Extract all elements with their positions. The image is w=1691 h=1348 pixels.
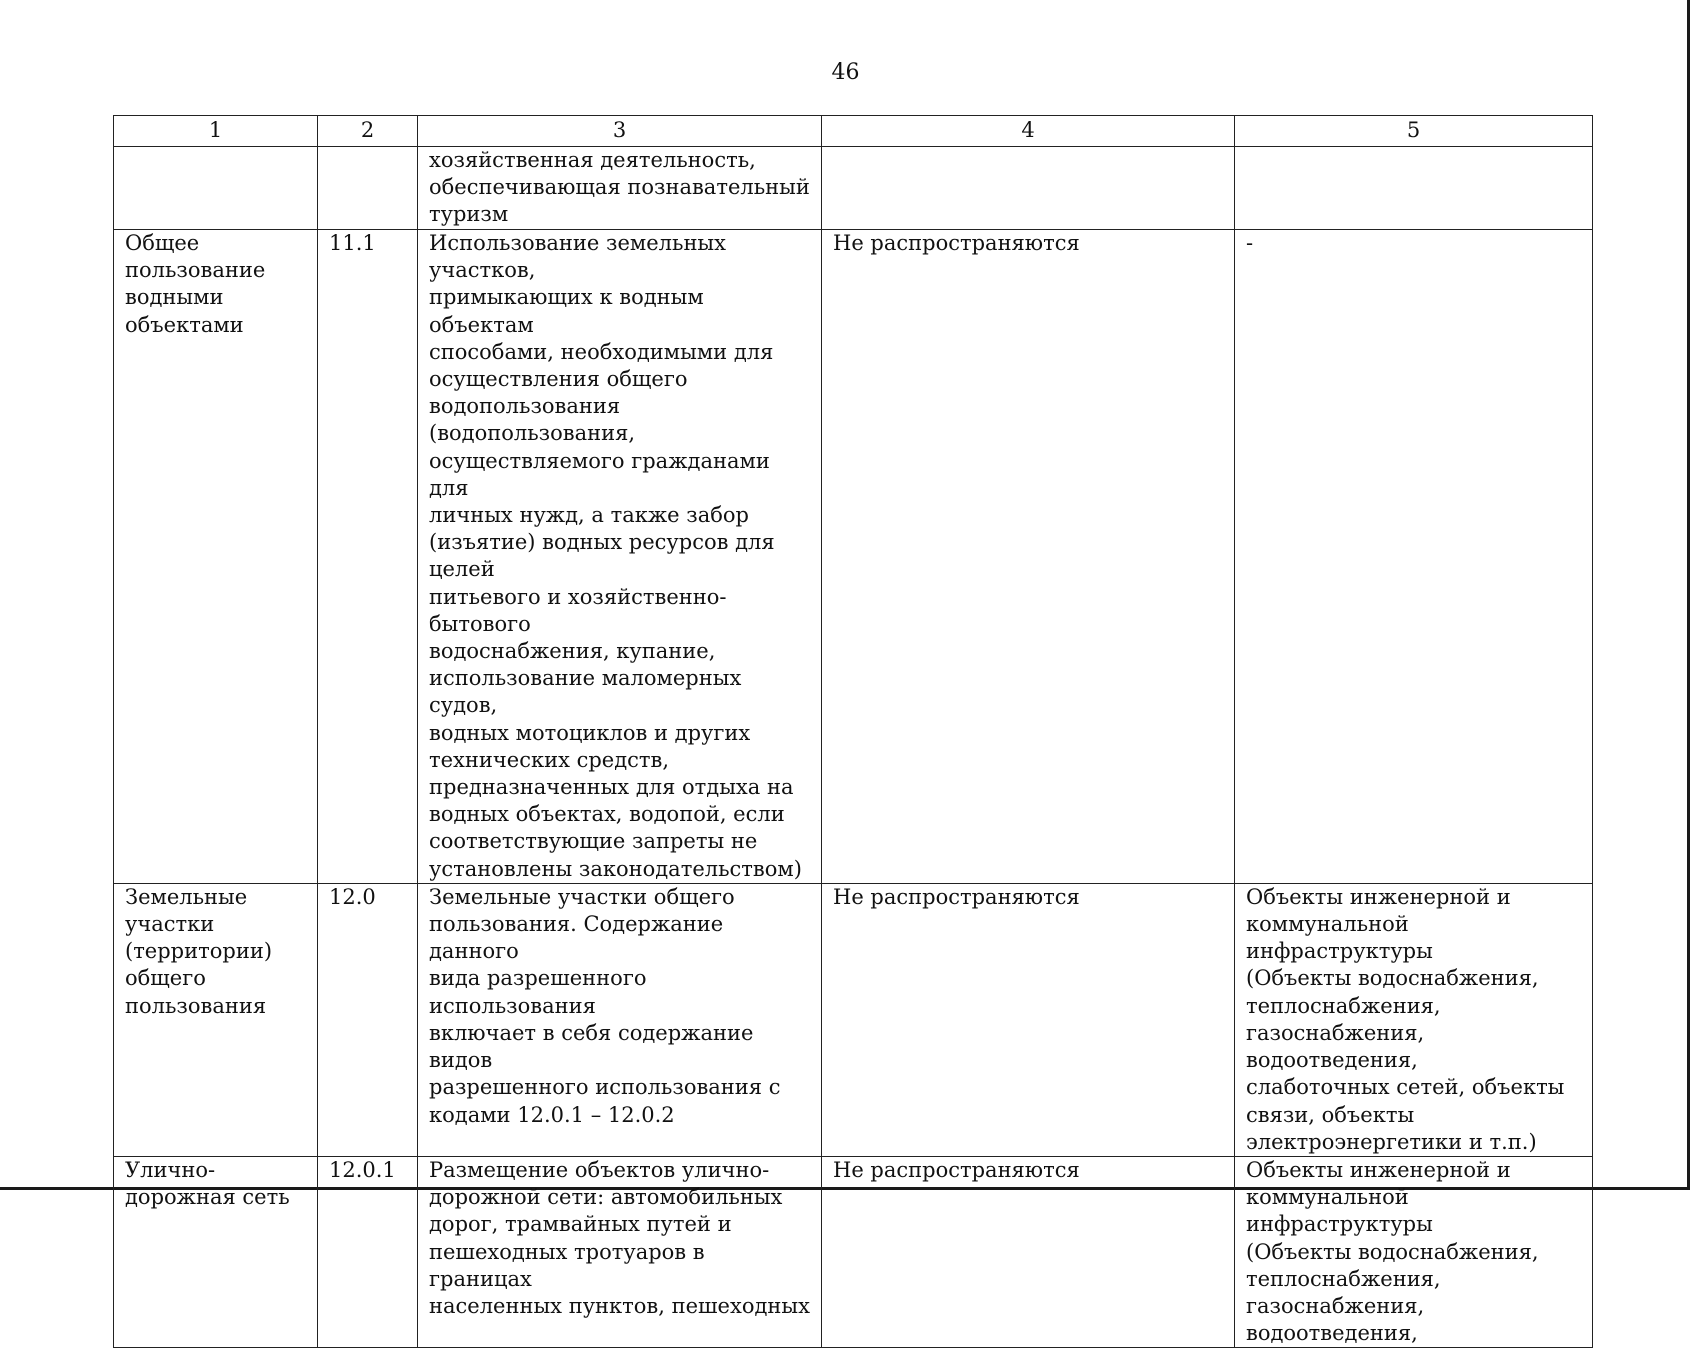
row-restrictions-cell <box>822 230 1235 884</box>
row-restrictions-cell <box>822 147 1235 230</box>
column-header-5: 5 <box>1235 116 1593 147</box>
row-description-text: Размещение объектов улично- дорожной сети: автомобильных дорог, трамвайных путей и пешеходных тротуаров в границах населенных пунктов, пешеходных <box>429 1157 810 1318</box>
row-description-text: Земельные участки общего пользования. Содержание данного вида разрешенного использования включает в себя содержание видов разрешенного использования с кодами 12.0.1 – 12.0.2 <box>429 884 781 1127</box>
row-name-cell <box>114 1156 318 1347</box>
row-restrictions-text: Не распространяются <box>833 1157 1080 1182</box>
table-header-row <box>114 116 1593 147</box>
row-facilities-cell <box>1235 883 1593 1156</box>
row-description-cell <box>418 1156 822 1347</box>
row-code-text: 12.0.1 <box>329 1157 396 1182</box>
row-restrictions-text: Не распространяются <box>833 884 1080 909</box>
column-header-4: 4 <box>822 116 1235 147</box>
row-code-text: 12.0 <box>329 884 376 909</box>
row-description-cell <box>418 147 822 230</box>
row-facilities-cell <box>1235 1156 1593 1347</box>
land-use-table <box>113 115 1593 1348</box>
row-name-cell <box>114 883 318 1156</box>
row-facilities-cell <box>1235 147 1593 230</box>
row-restrictions-cell <box>822 1156 1235 1347</box>
row-facilities-text: - <box>1246 231 1254 255</box>
column-header-2: 2 <box>318 116 418 147</box>
column-header-3: 3 <box>418 116 822 147</box>
row-name-text: Земельные участки (территории) общего пользования <box>125 884 273 1018</box>
row-name-text: Улично- дорожная сеть <box>125 1157 290 1210</box>
row-code-cell <box>318 230 418 884</box>
row-facilities-cell <box>1235 230 1593 884</box>
row-facilities-text: Объекты инженерной и коммунальной инфраструктуры (Объекты водоснабжения, теплоснабжения, газоснабжения, водоотведения, <box>1246 1157 1539 1346</box>
row-code-cell <box>318 883 418 1156</box>
row-restrictions-text: Не распространяются <box>833 231 1080 255</box>
row-code-cell <box>318 1156 418 1347</box>
row-description-text: хозяйственная деятельность, обеспечивающая познавательный туризм <box>429 148 810 227</box>
row-code-text: 11.1 <box>329 231 376 255</box>
row-name-cell <box>114 147 318 230</box>
row-description-text: Использование земельных участков, примыкающих к водным объектам способами, необходимыми для осуществления общего водопользования (водопользования, осуществляемого гражданами для личных нужд, а также забор (изъятие) водных ресурсов для целей питьевого и хозяйственно-бытового водоснабжения, купание, использование маломерных судов, водных мотоциклов и других технических средств, предназначенных для отдыха на водных объектах, водопой, если соответствующие запреты не установлены законодательством) <box>429 231 802 881</box>
row-name-cell <box>114 230 318 884</box>
row-description-cell <box>418 883 822 1156</box>
row-name-text: Общее пользование водными объектами <box>125 231 266 337</box>
page-border-right <box>1687 0 1690 1190</box>
table-row <box>114 1156 1593 1347</box>
table-row <box>114 230 1593 884</box>
table-row <box>114 147 1593 230</box>
row-code-cell <box>318 147 418 230</box>
table-row <box>114 883 1593 1156</box>
row-restrictions-cell <box>822 883 1235 1156</box>
page-number: 46 <box>831 60 860 85</box>
row-facilities-text: Объекты инженерной и коммунальной инфраструктуры (Объекты водоснабжения, теплоснабжения, газоснабжения, водоотведения, слаботочных сетей, объекты связи, объекты электроэнергетики и т.п.) <box>1246 884 1565 1154</box>
row-description-cell <box>418 230 822 884</box>
column-header-1: 1 <box>114 116 318 147</box>
